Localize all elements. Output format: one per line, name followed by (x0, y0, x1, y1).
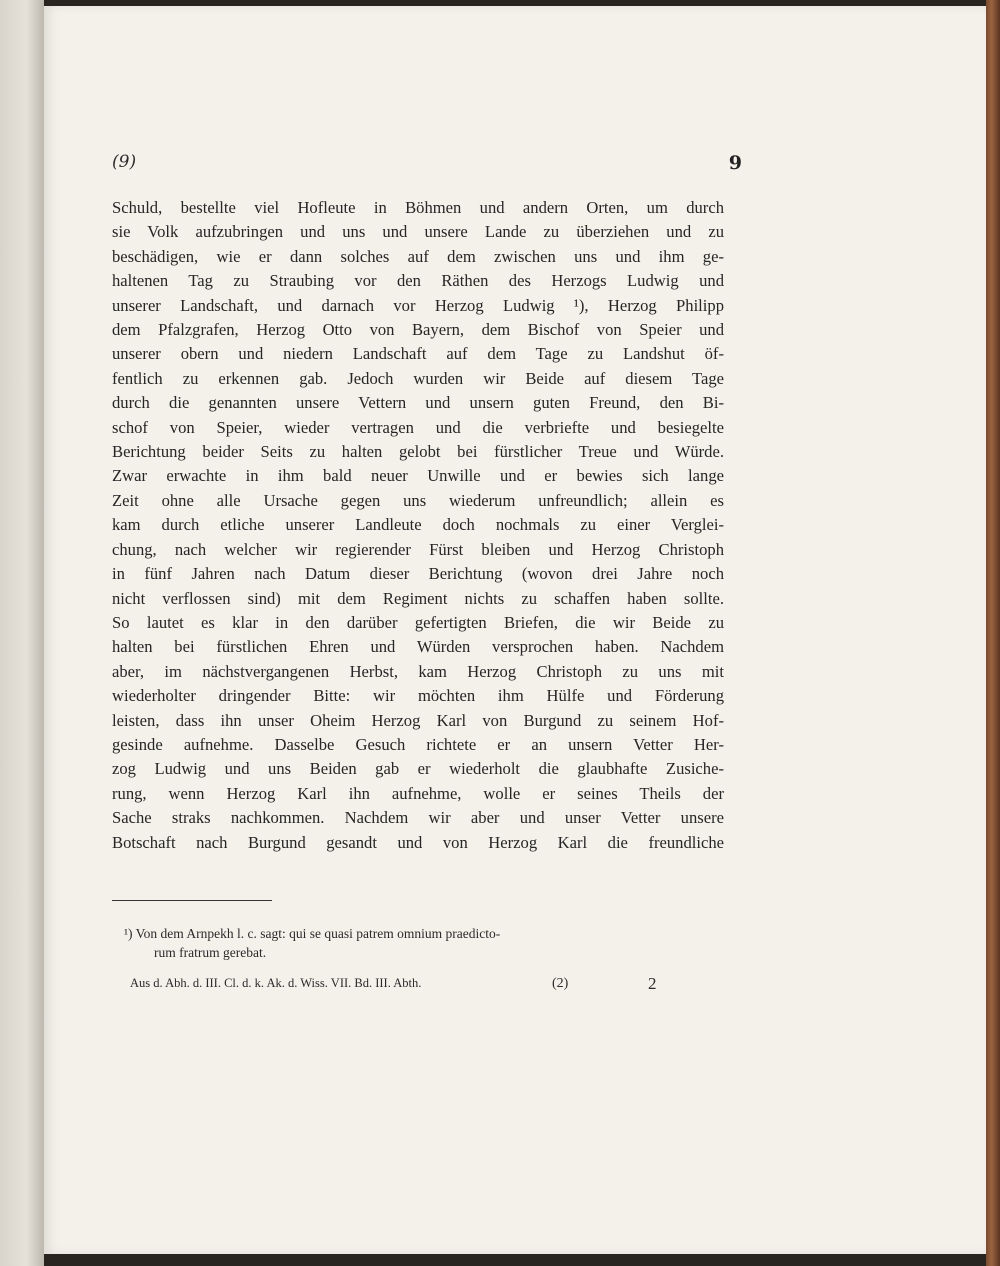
text-line: Zeit ohne alle Ursache gegen uns wiederum unfreundlich; allein es (112, 490, 724, 510)
text-line: schof von Speier, wieder vertragen und die verbriefte und besiegelte (112, 417, 724, 437)
body-text (112, 196, 724, 855)
footnote-line: ¹) Von dem Arnpekh l. c. sagt: qui se quasi patrem omnium praedicto- (124, 926, 501, 941)
text-line: Sache straks nachkommen. Nachdem wir aber und unser Vetter unsere (112, 808, 724, 828)
signature-number: 2 (648, 974, 657, 993)
text-line: zog Ludwig und uns Beiden gab er wiederholt die glaubhafte Zusiche- (112, 759, 724, 779)
facing-page-edge (0, 0, 44, 1266)
text-line: So lautet es klar in den darüber gefertigten Briefen, die wir Beide zu (112, 612, 724, 632)
text-line: wiederholter dringender Bitte: wir möchten ihm Hülfe und Förderung (112, 686, 724, 706)
footer-source: Aus d. Abh. d. III. Cl. d. k. Ak. d. Wiss. VII. Bd. III. Abth. (130, 976, 422, 990)
text-line: gesinde aufnehme. Dasselbe Gesuch richtete er an unsern Vetter Her- (112, 734, 724, 754)
text-line: nicht verflossen sind) mit dem Regiment nichts zu schaffen haben sollte. (112, 588, 724, 608)
text-line: aber, im nächstvergangenen Herbst, kam Herzog Christoph zu uns mit (112, 661, 724, 681)
text-line: dem Pfalzgrafen, Herzog Otto von Bayern, dem Bischof von Speier und (112, 320, 724, 340)
signature-mark: (2) (552, 976, 569, 991)
page-header (112, 152, 742, 176)
text-line: fentlich zu erkennen gab. Jedoch wurden wir Beide auf diesem Tage (112, 368, 724, 388)
text-line: kam durch etliche unserer Landleute doch nochmals zu einer Verglei- (112, 515, 724, 535)
text-line: durch die genannten unsere Vettern und unsern guten Freund, den Bi- (112, 393, 724, 413)
text-line: haltenen Tag zu Straubing vor den Räthen des Herzogs Ludwig und (112, 271, 724, 291)
footnote (124, 924, 714, 962)
text-line: halten bei fürstlichen Ehren und Würden versprochen haben. Nachdem (112, 637, 724, 657)
page-footer (130, 974, 690, 996)
text-line: rung, wenn Herzog Karl ihn aufnehme, wolle er seines Theils der (112, 783, 724, 803)
text-line: in fünf Jahren nach Datum dieser Berichtung (wovon drei Jahre noch (112, 564, 724, 584)
footnote-line: rum fratrum gerebat. (154, 945, 267, 960)
text-line: sie Volk aufzubringen und uns und unsere Lande zu überziehen und zu (112, 222, 724, 242)
text-line: unserer Landschaft, und darnach vor Herzog Ludwig ¹), Herzog Philipp (112, 295, 724, 315)
page-number-bracketed: (9) (112, 152, 137, 172)
text-line: Schuld, bestellte viel Hofleute in Böhmen und andern Orten, um durch (112, 198, 724, 217)
footnote-rule (112, 900, 272, 901)
text-line: Botschaft nach Burgund gesandt und von Herzog Karl die freundliche (112, 832, 724, 852)
text-line: beschädigen, wie er dann solches auf dem zwischen uns und ihm ge- (112, 246, 724, 266)
text-line: unserer obern und niedern Landschaft auf dem Tage zu Landshut öf- (112, 344, 724, 364)
text-line: chung, nach welcher wir regierender Fürst bleiben und Herzog Christoph (112, 539, 724, 559)
book-cover-edge (986, 0, 1000, 1266)
page-number: 9 (728, 152, 742, 174)
text-line: Berichtung beider Seits zu halten gelobt bei fürstlicher Treue und Würde. (112, 442, 724, 462)
text-line: Zwar erwachte in ihm bald neuer Unwille und er bewies sich lange (112, 466, 724, 486)
text-line: leisten, dass ihn unser Oheim Herzog Karl von Burgund zu seinem Hof- (112, 710, 724, 730)
